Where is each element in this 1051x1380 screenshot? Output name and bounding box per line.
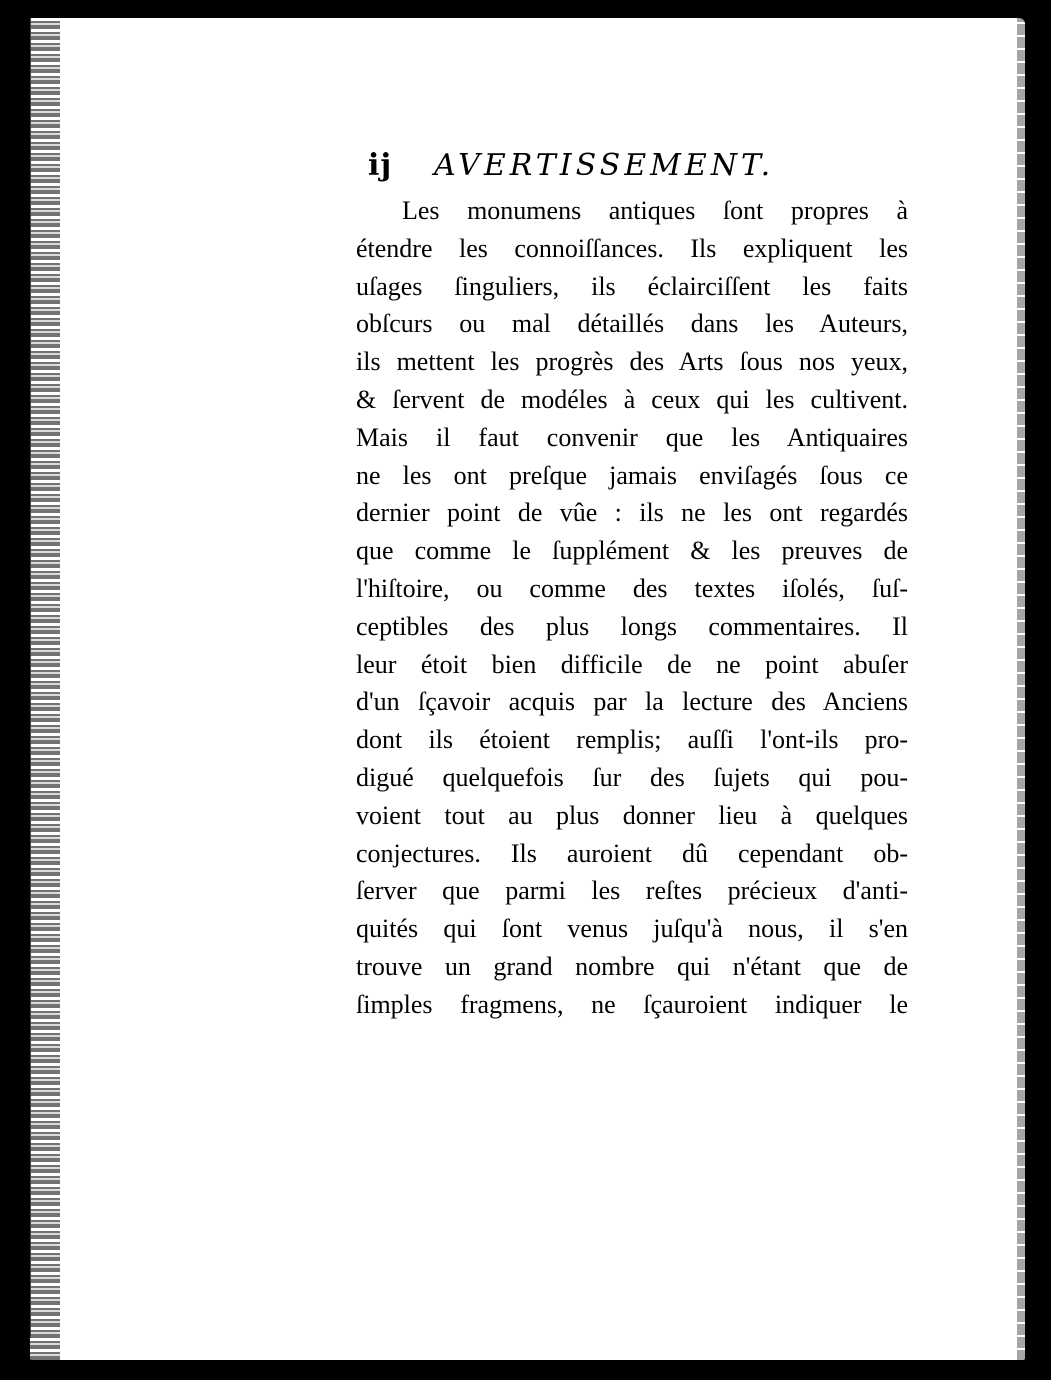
- text-line: ils mettent les progrès des Arts ſous nos yeux,: [356, 347, 908, 377]
- text-line: trouve un grand nombre qui n'étant que de: [356, 951, 908, 981]
- page-right-edge-shadow: [1017, 18, 1025, 1360]
- text-line: ſimples fragmens, ne ſçauroient indiquer le: [356, 989, 908, 1019]
- body-text: [356, 192, 908, 1024]
- text-line: quités qui ſont venus juſqu'à nous, il s'en: [356, 914, 908, 944]
- text-line: conjectures. Ils auroient dû cependant ob-: [356, 838, 908, 868]
- text-line: l'hiſtoire, ou comme des textes iſolés, ſuſ-: [356, 573, 908, 603]
- text-line: que comme le ſupplément & les preuves de: [356, 536, 908, 566]
- text-line: uſages ſinguliers, ils éclairciſſent les faits: [356, 271, 908, 301]
- text-line: ſerver que parmi les reſtes précieux d'anti-: [356, 876, 908, 906]
- text-line: Les monumens antiques ſont propres à: [402, 196, 908, 225]
- page-number: ij: [368, 148, 393, 183]
- text-line: ne les ont preſque jamais enviſagés ſous ce: [356, 460, 908, 490]
- text-line: obſcurs ou mal détaillés dans les Auteurs,: [356, 309, 908, 339]
- page-gutter-line: [30, 18, 31, 1338]
- text-line: ceptibles des plus longs commentaires. Il: [356, 611, 908, 641]
- text-line: leur étoit bien difficile de ne point abuſer: [356, 649, 908, 679]
- running-title: AVERTISSEMENT.: [434, 148, 775, 183]
- text-line: digué quelquefois ſur des ſujets qui pou-: [356, 762, 908, 792]
- text-line: voient tout au plus donner lieu à quelques: [356, 800, 908, 830]
- text-line: d'un ſçavoir acquis par la lecture des Anciens: [356, 687, 908, 717]
- text-line: étendre les connoiſſances. Ils expliquent les: [356, 233, 908, 263]
- text-line: & ſervent de modéles à ceux qui les cultivent.: [356, 384, 908, 414]
- page-header: [362, 148, 902, 188]
- text-line: dernier point de vûe : ils ne les ont regardés: [356, 498, 908, 528]
- page-left-edge-shadow: [30, 18, 60, 1360]
- text-line: Mais il faut convenir que les Antiquaires: [356, 422, 908, 452]
- text-line: dont ils étoient remplis; auſſi l'ont-ils pro-: [356, 725, 908, 755]
